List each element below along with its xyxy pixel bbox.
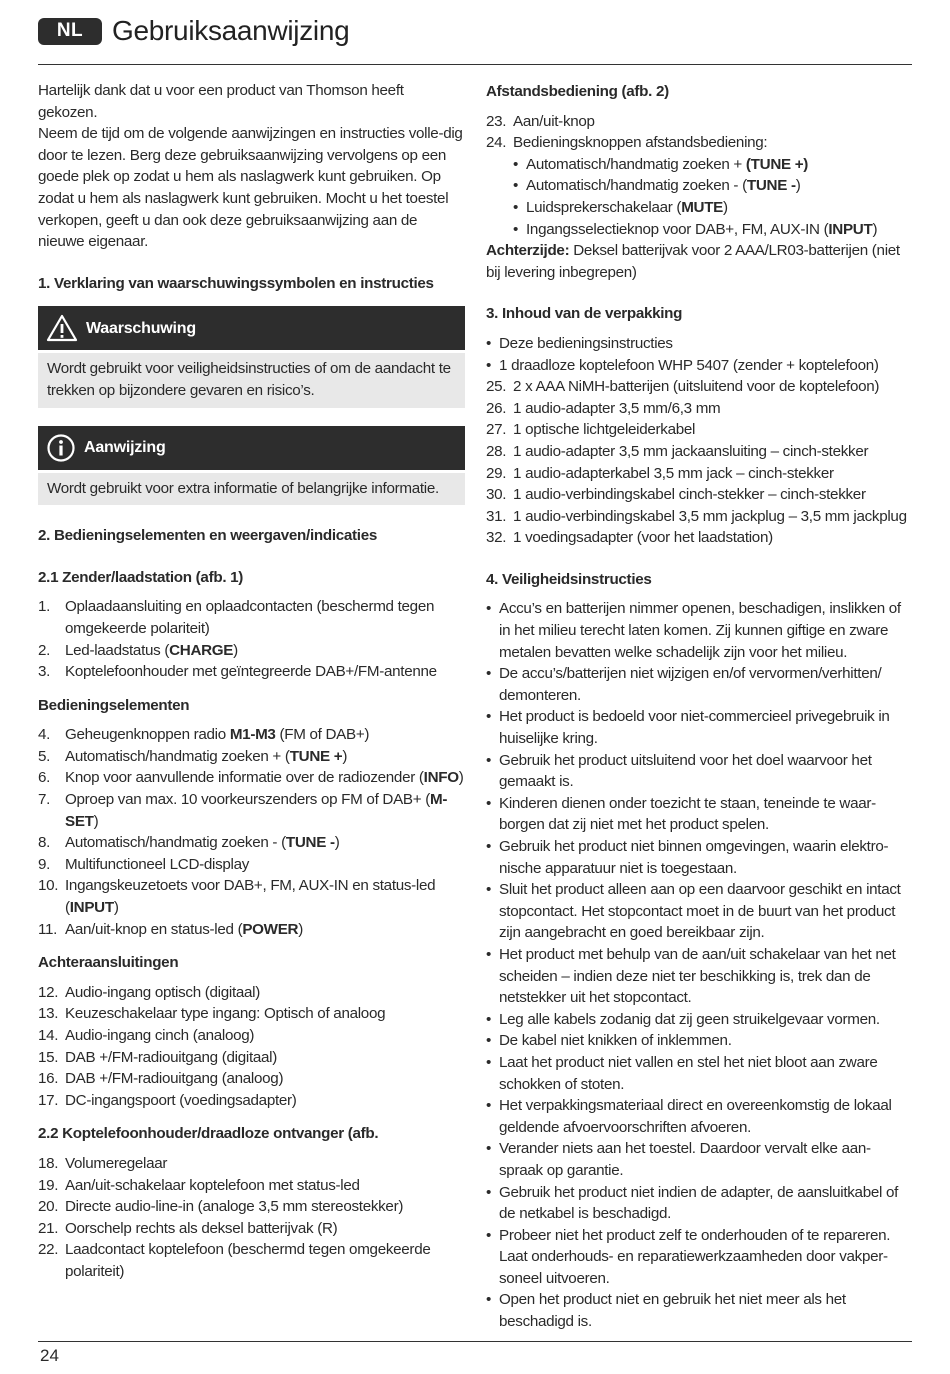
- item-body: [499, 1289, 913, 1332]
- item-body: [513, 441, 913, 463]
- info-circle-icon: [46, 433, 76, 463]
- item-text: Led-laadstatus (: [65, 641, 170, 659]
- warning-triangle-icon: [46, 314, 78, 342]
- list-item: [38, 1068, 465, 1090]
- item-text: ): [233, 641, 238, 659]
- item-body: [499, 793, 913, 836]
- bullet-marker: •: [486, 334, 492, 352]
- warning-label: Waarschuwing: [86, 319, 196, 337]
- item-text: De accu’s/batterijen niet wijzigen en/of vervormen/verhitten/ demonteren.: [499, 665, 882, 704]
- item-n: 32.: [486, 529, 507, 547]
- list-item: [486, 663, 913, 706]
- item-text: Laat het product niet vallen en stel het niet bloot aan zware schokken of stoten.: [499, 1053, 878, 1093]
- bullet-marker: •: [486, 1032, 492, 1050]
- section-3-heading: 3. Inhoud van de verpakking: [486, 305, 683, 323]
- item-body: [513, 506, 913, 528]
- item-text: Aan/uit-knop en status-led (: [65, 920, 243, 938]
- item-n: 28.: [486, 442, 507, 460]
- item-n: 4.: [38, 726, 51, 744]
- list-item: [486, 1182, 913, 1225]
- section-1-heading: 1. Verklaring van waarschuwingssymbolen en instructies: [38, 274, 434, 292]
- list-item: [486, 1138, 913, 1181]
- item-text: Gebruik het product niet binnen omgevingen, waarin elektro-nische apparatuur niet is toegestaan.: [499, 838, 889, 877]
- item-keyword: M1-M3: [229, 726, 276, 744]
- item-text: Automatisch/handmatig zoeken - (: [65, 834, 286, 852]
- bullet-marker: •: [486, 1183, 492, 1201]
- item-text: Het verpakkingsmateriaal direct en overeenkomstig de lokaal geldende afvoervoorschriften afvoeren.: [499, 1097, 892, 1136]
- item-body: [499, 944, 913, 1009]
- item-body: [513, 527, 913, 549]
- list-item: [38, 1175, 465, 1197]
- item-body: [513, 419, 913, 441]
- item-keyword: M-SET: [65, 791, 448, 830]
- item-body: [499, 598, 913, 663]
- item-keyword: TUNE +: [289, 747, 343, 765]
- item-body: [65, 767, 465, 789]
- bullet-marker: •: [486, 945, 492, 963]
- item-body: [65, 596, 465, 639]
- item-n: 15.: [38, 1048, 59, 1066]
- bullet-marker: •: [486, 1097, 492, 1115]
- bullet-marker: •: [513, 220, 519, 238]
- section-2-2-heading: 2.2 Koptelefoonhouder/draadloze ontvanger (afb.: [38, 1125, 379, 1143]
- item-text: 1 voedingsadapter (voor het laadstation): [513, 529, 773, 547]
- item-text: Kinderen dienen onder toezicht te staan, teneinde te waar-borgen dat zij niet met het product spelen.: [499, 794, 876, 834]
- item-body: [499, 1009, 913, 1031]
- item-keyword: POWER: [242, 920, 299, 938]
- item-body: [65, 661, 465, 683]
- item-n: 20.: [38, 1198, 59, 1216]
- item-body: [65, 1003, 465, 1025]
- item-n: 22.: [38, 1241, 59, 1259]
- item-text: Sluit het product alleen aan op een daarvoor geschikt en intact stopcontact. Het stopcontact moet in de buurt van het product zijn aangebracht en goed bereikbaar zijn.: [499, 881, 901, 942]
- item-body: [513, 376, 913, 398]
- item-n: 27.: [486, 421, 507, 439]
- item-n: 31.: [486, 507, 507, 525]
- item-n: 26.: [486, 399, 507, 417]
- item-body: [65, 789, 465, 832]
- item-text: Automatisch/handmatig zoeken + (: [65, 747, 290, 765]
- footer-divider: [38, 1341, 912, 1342]
- item-text: 1 audio-adapterkabel 3,5 mm jack – cinch-stekker: [513, 464, 834, 482]
- item-text: De kabel niet knikken of inklemmen.: [499, 1032, 732, 1050]
- item-text: Oproep van max. 10 voorkeurszenders op FM of DAB+ (: [65, 791, 430, 809]
- list-item: [486, 944, 913, 1009]
- item-text: 2 x AAA NiMH-batterijen (uitsluitend voor de koptelefoon): [513, 378, 880, 396]
- list-item: [486, 111, 913, 133]
- item-body: [499, 1138, 913, 1181]
- item-body: [526, 197, 913, 219]
- item-n: 14.: [38, 1027, 59, 1044]
- item-body: [65, 1090, 465, 1112]
- list-item: [38, 1025, 465, 1047]
- list-item: [486, 706, 913, 749]
- list-item: [486, 598, 913, 663]
- item-text: Probeer niet het product zelf te onderhouden of te repareren. Laat onderhouds- en reparatiewerkzaamheden door vakper-soneel uitvoeren.: [499, 1226, 891, 1287]
- transmitter-list: [38, 596, 465, 682]
- item-text: ): [334, 834, 340, 852]
- item-n: 12.: [38, 983, 59, 1001]
- item-text: 1 draadloze koptelefoon WHP 5407 (zender + koptelefoon): [499, 356, 879, 374]
- item-text: Oplaadaansluiting en oplaadcontacten (beschermd tegen omgekeerde polariteit): [65, 598, 435, 637]
- list-item: [486, 836, 913, 879]
- bullet-marker: •: [486, 1010, 492, 1028]
- list-item: [486, 398, 913, 420]
- list-item: [486, 484, 913, 506]
- list-item: [38, 1090, 465, 1112]
- list-item: [38, 1239, 465, 1282]
- item-text: DAB +/FM-radiouitgang (digitaal): [65, 1048, 277, 1066]
- item-body: [65, 1196, 465, 1218]
- list-item: [38, 1218, 465, 1240]
- safety-list: [486, 598, 913, 1332]
- item-body: [65, 1218, 465, 1240]
- item-text: 1 audio-adapter 3,5 mm/6,3 mm: [513, 399, 721, 417]
- item-body: [65, 832, 465, 854]
- section-4-heading: 4. Veiligheidsinstructies: [486, 570, 652, 588]
- list-item: [486, 1289, 913, 1332]
- item-body: [513, 463, 913, 485]
- item-n: 13.: [38, 1005, 59, 1023]
- item-body: [499, 355, 913, 377]
- item-text: Audio-ingang cinch (analoog): [65, 1027, 255, 1044]
- item-text: Het product met behulp van de aan/uit schakelaar van het net scheiden – indien deze niet ter beschikking is, trek dan de netstekker uit het stopcontact.: [499, 945, 896, 1007]
- back-side-description: Deksel batterijvak voor 2 AAA/LR03-batterijen (niet bij levering inbegrepen): [486, 242, 900, 281]
- bullet-marker: •: [486, 838, 492, 855]
- item-body: [513, 398, 913, 420]
- bullet-marker: •: [486, 794, 492, 812]
- page-header: [38, 14, 349, 48]
- item-text: Ingangsselectieknop voor DAB+, FM, AUX-IN (: [526, 220, 829, 238]
- back-side-label: Achterzijde:: [486, 242, 570, 260]
- item-body: [513, 484, 913, 506]
- item-n: 7.: [38, 791, 51, 809]
- item-body: [499, 750, 913, 793]
- item-body: [65, 746, 465, 768]
- item-text: Volumeregelaar: [65, 1154, 168, 1172]
- item-body: [65, 982, 465, 1004]
- list-item: [38, 661, 465, 683]
- controls-heading: Bedieningselementen: [38, 696, 190, 714]
- list-item: [513, 154, 913, 176]
- list-item: [486, 376, 913, 398]
- item-text: DAB +/FM-radiouitgang (analoog): [65, 1070, 284, 1088]
- item-text: Deze bedieningsinstructies: [499, 334, 673, 352]
- item-text: ): [113, 899, 119, 917]
- item-n: 18.: [38, 1154, 59, 1172]
- item-text: Het product is bedoeld voor niet-commercieel privegebruik in huiselijke kring.: [499, 708, 890, 748]
- back-side-text: [486, 240, 913, 283]
- list-item: [486, 793, 913, 836]
- item-body: [499, 879, 913, 944]
- bullet-marker: •: [513, 177, 519, 195]
- item-keyword: INPUT: [69, 899, 114, 917]
- item-n: 25.: [486, 378, 507, 396]
- item-body: [499, 333, 913, 355]
- item-n: 23.: [486, 112, 507, 130]
- item-body: [526, 219, 913, 241]
- item-keyword: MUTE: [681, 198, 724, 216]
- item-text: ): [458, 769, 464, 787]
- item-body: [65, 1239, 465, 1282]
- item-body: [499, 1225, 913, 1290]
- bullet-marker: •: [486, 751, 492, 769]
- item-n: 10.: [38, 877, 59, 895]
- section-2-1-heading: 2.1 Zender/laadstation (afb. 1): [38, 568, 244, 586]
- item-text: (FM of DAB+): [275, 726, 370, 744]
- item-text: Luidsprekerschakelaar (: [526, 198, 682, 216]
- bullet-marker: •: [513, 198, 519, 216]
- package-list: [486, 376, 913, 549]
- item-text: Multifunctioneel LCD-display: [65, 855, 250, 873]
- item-text: Open het product niet en gebruik het niet meer als het beschadigd is.: [499, 1291, 846, 1331]
- warning-callout-header: [38, 306, 465, 350]
- warning-callout: [38, 306, 465, 407]
- intro-paragraph: Hartelijk dank dat u voor een product van Thomson heeft gekozen. Neem de tijd om de volgende aanwijzingen en instructies volle-dig door te lezen. Berg deze gebruiksaanwijzing vervolgens op een goede plek op zodat u hem als naslagwerk kunt gebruiken. Op zodat u hem als naslagwerk kunt gebruiken. Mocht u het toestel verkopen, geeft u dan ook deze gebruiksaanwijzing aan de nieuwe eigenaar.: [38, 82, 463, 251]
- list-item: [38, 1047, 465, 1069]
- list-item: [486, 355, 913, 377]
- item-n: 11.: [38, 920, 58, 938]
- note-callout-header: [38, 426, 465, 470]
- right-column: [486, 80, 913, 1333]
- item-n: 9.: [38, 855, 51, 873]
- item-body: [499, 1182, 913, 1225]
- list-item: [38, 596, 465, 639]
- item-body: [65, 875, 465, 918]
- item-text: Keuzeschakelaar type ingang: Optisch of analoog: [65, 1005, 386, 1023]
- item-n: 24.: [486, 134, 507, 152]
- item-body: [499, 663, 913, 706]
- list-item: [486, 1009, 913, 1031]
- list-item: [38, 640, 465, 662]
- remote-list: [486, 111, 913, 154]
- remote-buttons-list: [486, 154, 913, 240]
- list-item: [486, 441, 913, 463]
- item-text: Knop voor aanvullende informatie over de radiozender (: [65, 769, 424, 787]
- list-item: [486, 506, 913, 528]
- list-item: [486, 1030, 913, 1052]
- item-keyword: (TUNE +): [745, 155, 809, 173]
- item-n: 17.: [38, 1091, 59, 1109]
- item-text: DC-ingangspoort (voedingsadapter): [65, 1091, 297, 1109]
- item-body: [513, 132, 913, 154]
- bullet-marker: •: [486, 1291, 492, 1309]
- item-keyword: CHARGE: [169, 641, 234, 659]
- item-body: [499, 836, 913, 879]
- item-body: [65, 919, 465, 941]
- item-body: [513, 111, 913, 133]
- item-text: Automatisch/handmatig zoeken - (: [526, 177, 747, 195]
- list-item: [38, 875, 465, 918]
- item-text: Gebruik het product uitsluitend voor het doel waarvoor het gemaakt is.: [499, 751, 872, 791]
- item-keyword: TUNE -: [285, 834, 335, 852]
- list-item: [38, 1196, 465, 1218]
- list-item: [513, 175, 913, 197]
- list-item: [486, 1095, 913, 1138]
- item-text: Koptelefoonhouder met geïntegreerde DAB+/FM-antenne: [65, 663, 437, 681]
- list-item: [38, 767, 465, 789]
- list-item: [486, 527, 913, 549]
- note-label: Aanwijzing: [84, 438, 166, 456]
- item-text: Directe audio-line-in (analoge 3,5 mm stereostekker): [65, 1198, 404, 1216]
- item-n: 5.: [38, 747, 51, 765]
- language-badge: NL: [38, 18, 102, 45]
- item-keyword: INPUT: [828, 220, 873, 238]
- item-body: [526, 175, 913, 197]
- item-body: [65, 1153, 465, 1175]
- left-column: [38, 80, 465, 1283]
- item-body: [499, 706, 913, 749]
- item-text: Accu’s en batterijen nimmer openen, beschadigen, inslikken of in het milieu terecht laten komen. Zij kunnen giftige en zware metalen bevatten welke schadelijk zijn voor het milieu.: [499, 600, 901, 661]
- list-item: [513, 197, 913, 219]
- bullet-marker: •: [486, 881, 492, 899]
- item-body: [65, 1175, 465, 1197]
- item-n: 21.: [38, 1219, 59, 1237]
- item-text: ): [342, 747, 348, 765]
- item-body: [65, 854, 465, 876]
- list-item: [38, 746, 465, 768]
- bullet-marker: •: [513, 155, 519, 173]
- bullet-marker: •: [486, 600, 492, 618]
- package-bullets: [486, 333, 913, 376]
- item-text: Gebruik het product niet indien de adapter, de aansluitkabel of de netkabel is beschadigd.: [499, 1183, 899, 1223]
- list-item: [486, 1052, 913, 1095]
- note-callout: [38, 426, 465, 506]
- item-text: 1 audio-adapter 3,5 mm jackaansluiting – cinch-stekker: [513, 442, 869, 460]
- item-text: Aan/uit-knop: [513, 112, 595, 130]
- item-body: [65, 640, 465, 662]
- item-text: Bedieningsknoppen afstandsbediening:: [513, 134, 768, 152]
- item-text: Laadcontact koptelefoon (beschermd tegen omgekeerde polariteit): [65, 1241, 431, 1280]
- remote-heading: Afstandsbediening (afb. 2): [486, 83, 669, 100]
- bullet-marker: •: [486, 1140, 492, 1158]
- item-n: 6.: [38, 769, 51, 787]
- item-n: 2.: [38, 641, 51, 659]
- item-keyword: INFO: [423, 769, 459, 787]
- item-text: Aan/uit-schakelaar koptelefoon met status-led: [65, 1176, 360, 1194]
- list-item: [486, 132, 913, 154]
- item-text: Verander niets aan het toestel. Daardoor vervalt elke aan-spraak op garantie.: [499, 1140, 871, 1179]
- item-n: 8.: [38, 834, 51, 852]
- item-text: ): [872, 220, 878, 238]
- list-item: [486, 419, 913, 441]
- rear-connections-list: [38, 982, 465, 1112]
- item-body: [526, 154, 913, 176]
- list-item: [38, 1003, 465, 1025]
- item-n: 29.: [486, 464, 507, 482]
- list-item: [486, 879, 913, 944]
- bullet-marker: •: [486, 708, 492, 726]
- item-n: 1.: [38, 598, 51, 616]
- page-title: Gebruiksaanwijzing: [112, 15, 350, 46]
- item-n: 3.: [38, 663, 51, 681]
- page-number: 24: [40, 1346, 59, 1365]
- item-n: 19.: [38, 1176, 59, 1194]
- list-item: [38, 789, 465, 832]
- item-text: Audio-ingang optisch (digitaal): [65, 983, 261, 1001]
- list-item: [486, 1225, 913, 1290]
- item-text: 1 audio-verbindingskabel 3,5 mm jackplug – 3,5 mm jackplug: [513, 507, 907, 525]
- item-text: ): [93, 812, 99, 830]
- item-text: 1 audio-verbindingskabel cinch-stekker – cinch-stekker: [513, 486, 866, 504]
- item-text: Oorschelp rechts als deksel batterijvak (R): [65, 1219, 338, 1237]
- item-text: ): [723, 198, 728, 216]
- item-text: Geheugenknoppen radio: [65, 726, 230, 744]
- item-n: 16.: [38, 1070, 59, 1088]
- list-item: [38, 854, 465, 876]
- item-text: ): [298, 920, 303, 938]
- list-item: [38, 724, 465, 746]
- list-item: [513, 219, 913, 241]
- item-n: 30.: [486, 486, 507, 504]
- list-item: [38, 1153, 465, 1175]
- list-item: [38, 832, 465, 854]
- item-body: [499, 1095, 913, 1138]
- warning-text: Wordt gebruikt voor veiligheidsinstructies of om de aandacht te trekken op bijzondere gevaren en risico’s.: [38, 353, 465, 407]
- list-item: [38, 919, 465, 941]
- bullet-marker: •: [486, 1226, 492, 1244]
- list-item: [486, 463, 913, 485]
- item-body: [65, 1047, 465, 1069]
- bullet-marker: •: [486, 356, 492, 374]
- item-body: [65, 1025, 465, 1047]
- list-item: [38, 982, 465, 1004]
- list-item: [486, 333, 913, 355]
- item-body: [499, 1030, 913, 1052]
- bullet-marker: •: [486, 1053, 492, 1071]
- item-keyword: TUNE -: [746, 177, 796, 195]
- controls-list: [38, 724, 465, 940]
- headphone-list: [38, 1153, 465, 1283]
- header-divider: [38, 64, 912, 65]
- item-text: Automatisch/handmatig zoeken +: [526, 155, 746, 173]
- rear-connections-heading: Achteraansluitingen: [38, 954, 179, 972]
- section-2-heading: 2. Bedieningselementen en weergaven/indicaties: [38, 527, 378, 545]
- item-text: Ingangskeuzetoets voor DAB+, FM, AUX-IN en status-led (: [65, 877, 436, 917]
- item-body: [65, 1068, 465, 1090]
- item-text: Leg alle kabels zodanig dat zij geen struikelgevaar vormen.: [499, 1010, 880, 1028]
- item-body: [65, 724, 465, 746]
- item-text: 1 optische lichtgeleiderkabel: [513, 421, 696, 439]
- note-text: Wordt gebruikt voor extra informatie of belangrijke informatie.: [38, 473, 465, 506]
- item-text: ): [795, 177, 801, 195]
- item-body: [499, 1052, 913, 1095]
- list-item: [486, 750, 913, 793]
- bullet-marker: •: [486, 665, 492, 683]
